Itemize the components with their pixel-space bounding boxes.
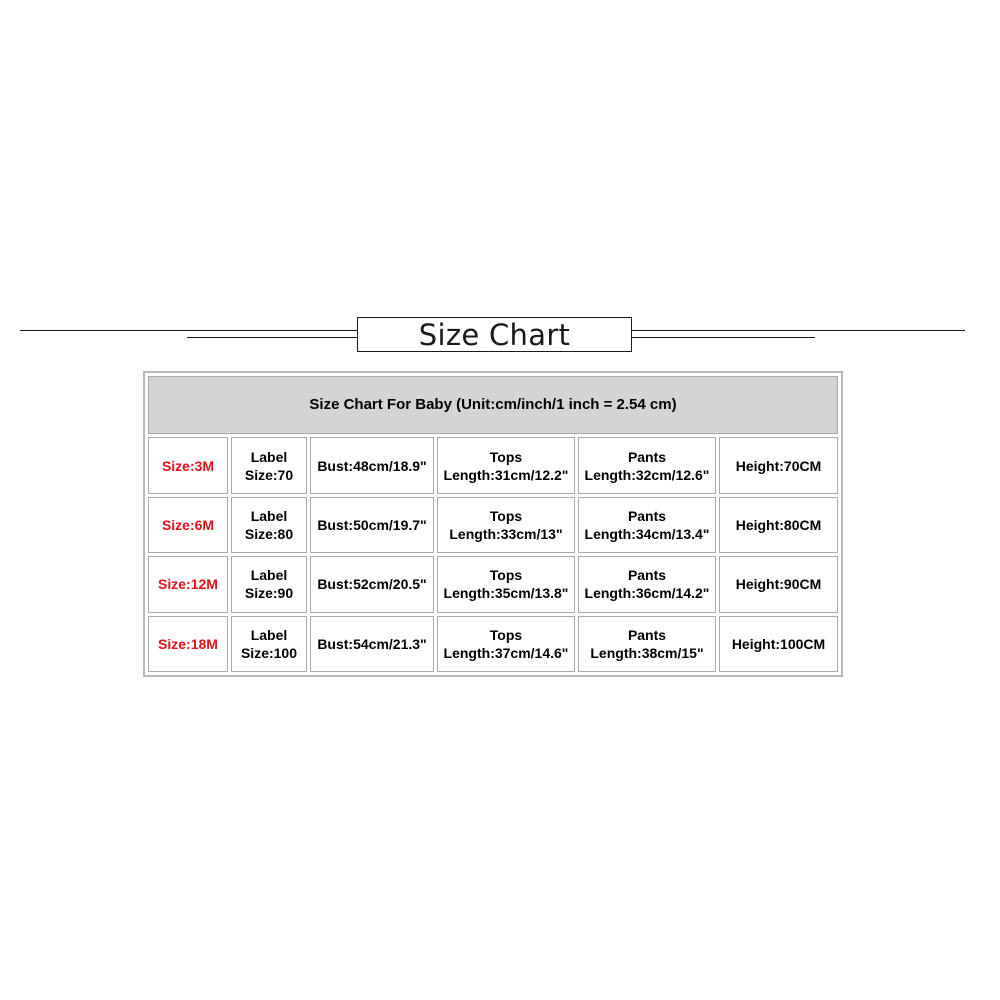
label-value: Size:70 <box>244 466 294 483</box>
title-box <box>357 317 632 352</box>
pants-value: Length:32cm/12.6" <box>584 466 710 483</box>
tops-length-cell <box>437 556 575 612</box>
label-value: Size:80 <box>244 525 294 542</box>
pants-title: Pants <box>627 448 667 465</box>
bust-cell: Bust:54cm/21.3" <box>310 616 434 672</box>
table-row <box>148 616 838 672</box>
table-caption: Size Chart For Baby (Unit:cm/inch/1 inch = 2.54 cm) <box>148 376 838 434</box>
page-title: Size Chart <box>418 317 571 352</box>
height-cell: Height:100CM <box>719 616 838 672</box>
label-value: Size:90 <box>244 585 294 602</box>
label-title: Label <box>250 507 288 524</box>
height-cell: Height:90CM <box>719 556 838 612</box>
table-row <box>148 437 838 493</box>
tops-value: Length:37cm/14.6" <box>443 644 569 661</box>
pants-length-cell <box>578 437 716 493</box>
pants-value: Length:34cm/13.4" <box>584 525 710 542</box>
pants-title: Pants <box>627 507 667 524</box>
pants-value: Length:38cm/15" <box>590 644 704 661</box>
pants-title: Pants <box>627 567 667 584</box>
tops-title: Tops <box>489 626 523 643</box>
height-cell: Height:80CM <box>719 497 838 553</box>
tops-length-cell <box>437 497 575 553</box>
bust-cell: Bust:50cm/19.7" <box>310 497 434 553</box>
label-title: Label <box>250 448 288 465</box>
tops-title: Tops <box>489 567 523 584</box>
table-row <box>148 497 838 553</box>
size-table <box>145 373 841 675</box>
right-divider-line-short <box>632 337 815 338</box>
height-cell: Height:70CM <box>719 437 838 493</box>
label-value: Size:100 <box>240 644 298 661</box>
label-size-cell <box>231 437 307 493</box>
pants-length-cell <box>578 616 716 672</box>
size-cell: Size:3M <box>148 437 228 493</box>
bust-cell: Bust:52cm/20.5" <box>310 556 434 612</box>
pants-value: Length:36cm/14.2" <box>584 585 710 602</box>
label-title: Label <box>250 567 288 584</box>
caption-row <box>148 376 838 434</box>
size-cell: Size:12M <box>148 556 228 612</box>
label-title: Label <box>250 626 288 643</box>
left-divider-line <box>20 330 358 331</box>
size-cell: Size:6M <box>148 497 228 553</box>
label-size-cell <box>231 556 307 612</box>
tops-title: Tops <box>489 507 523 524</box>
table-row <box>148 556 838 612</box>
pants-length-cell <box>578 556 716 612</box>
tops-value: Length:33cm/13" <box>449 525 563 542</box>
right-divider-line <box>632 330 965 331</box>
bust-cell: Bust:48cm/18.9" <box>310 437 434 493</box>
size-cell: Size:18M <box>148 616 228 672</box>
size-chart-header <box>0 300 1000 360</box>
label-size-cell <box>231 616 307 672</box>
tops-value: Length:35cm/13.8" <box>443 585 569 602</box>
label-size-cell <box>231 497 307 553</box>
tops-title: Tops <box>489 448 523 465</box>
size-table-container <box>143 371 843 677</box>
tops-length-cell <box>437 616 575 672</box>
pants-title: Pants <box>627 626 667 643</box>
tops-length-cell <box>437 437 575 493</box>
tops-value: Length:31cm/12.2" <box>443 466 569 483</box>
pants-length-cell <box>578 497 716 553</box>
left-divider-line-short <box>187 337 358 338</box>
